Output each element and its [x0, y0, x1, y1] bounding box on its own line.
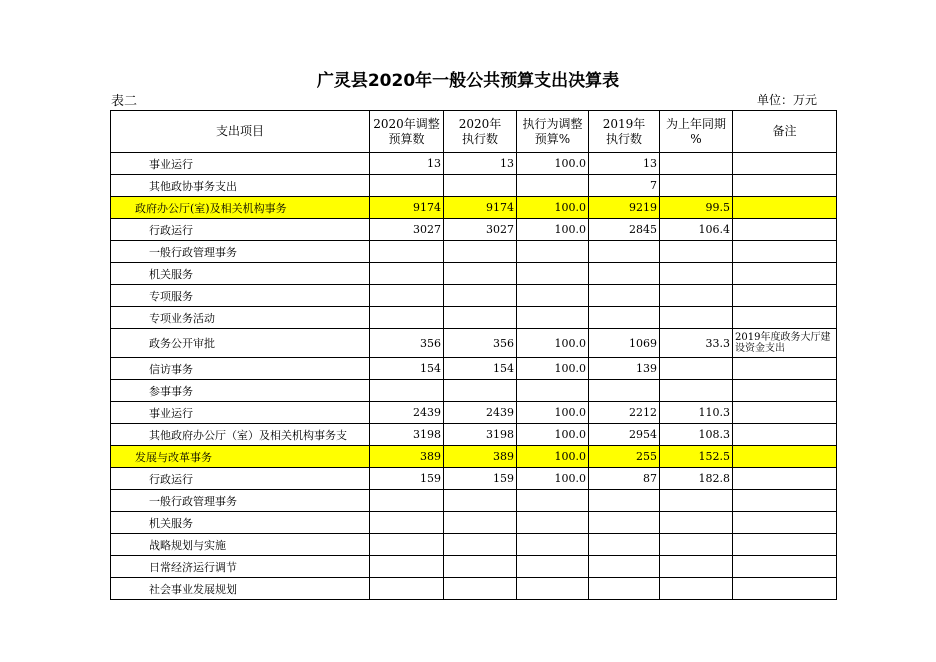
table-row [111, 263, 837, 285]
cell-yoy [660, 153, 733, 175]
cell-prev [589, 307, 660, 329]
cell-item: 其他政协事务支出 [111, 175, 370, 197]
cell-budget: 9174 [370, 197, 444, 219]
cell-note [733, 285, 837, 307]
cell-ratio: 100.0 [517, 153, 589, 175]
cell-budget: 154 [370, 358, 444, 380]
cell-budget [370, 512, 444, 534]
cell-ratio: 100.0 [517, 197, 589, 219]
cell-note [733, 512, 837, 534]
cell-yoy [660, 534, 733, 556]
cell-prev: 139 [589, 358, 660, 380]
cell-prev [589, 512, 660, 534]
table-row-highlighted [111, 197, 837, 219]
cell-ratio: 100.0 [517, 446, 589, 468]
table-row [111, 307, 837, 329]
header-yoy-line2: % [690, 131, 702, 146]
cell-item: 发展与改革事务 [111, 446, 370, 468]
cell-prev [589, 556, 660, 578]
cell-item: 其他政府办公厅（室）及相关机构事务支 [111, 424, 370, 446]
table-row [111, 578, 837, 600]
cell-note [733, 446, 837, 468]
cell-ratio [517, 241, 589, 263]
cell-note [733, 556, 837, 578]
cell-note [733, 424, 837, 446]
cell-ratio [517, 307, 589, 329]
table-row [111, 153, 837, 175]
cell-exec: 159 [444, 468, 517, 490]
cell-budget: 3027 [370, 219, 444, 241]
cell-exec [444, 175, 517, 197]
table-row [111, 468, 837, 490]
cell-budget: 389 [370, 446, 444, 468]
cell-prev: 1069 [589, 329, 660, 358]
cell-exec: 9174 [444, 197, 517, 219]
header-adjusted-budget-line2: 预算数 [388, 131, 425, 146]
header-execution-line2: 执行数 [461, 131, 498, 146]
cell-yoy: 108.3 [660, 424, 733, 446]
cell-exec [444, 285, 517, 307]
table-row [111, 175, 837, 197]
cell-exec [444, 512, 517, 534]
header-previous-year-line2: 执行数 [605, 131, 642, 146]
cell-ratio: 100.0 [517, 219, 589, 241]
table-row [111, 490, 837, 512]
cell-exec: 3198 [444, 424, 517, 446]
header-execution [444, 111, 517, 153]
document-title: 广灵县2020年一般公共预算支出决算表 [316, 71, 620, 91]
header-yoy [660, 111, 733, 153]
cell-exec: 154 [444, 358, 517, 380]
cell-ratio [517, 175, 589, 197]
cell-exec: 3027 [444, 219, 517, 241]
cell-budget: 13 [370, 153, 444, 175]
cell-prev: 2954 [589, 424, 660, 446]
cell-note [733, 490, 837, 512]
cell-prev [589, 578, 660, 600]
cell-item: 社会事业发展规划 [111, 578, 370, 600]
cell-exec [444, 380, 517, 402]
cell-ratio: 100.0 [517, 329, 589, 358]
table-row [111, 380, 837, 402]
cell-budget [370, 556, 444, 578]
cell-exec [444, 241, 517, 263]
cell-exec: 356 [444, 329, 517, 358]
cell-yoy [660, 490, 733, 512]
cell-yoy [660, 556, 733, 578]
cell-budget [370, 380, 444, 402]
cell-item: 政务公开审批 [111, 329, 370, 358]
cell-exec [444, 578, 517, 600]
cell-note [733, 197, 837, 219]
cell-ratio [517, 556, 589, 578]
cell-ratio: 100.0 [517, 402, 589, 424]
cell-item: 一般行政管理事务 [111, 490, 370, 512]
table-row [111, 219, 837, 241]
cell-ratio [517, 512, 589, 534]
cell-ratio: 100.0 [517, 358, 589, 380]
cell-prev [589, 380, 660, 402]
cell-note [733, 380, 837, 402]
cell-note [733, 307, 837, 329]
cell-yoy [660, 512, 733, 534]
cell-note [733, 263, 837, 285]
cell-item: 参事事务 [111, 380, 370, 402]
cell-budget [370, 175, 444, 197]
cell-note [733, 241, 837, 263]
cell-yoy: 33.3 [660, 329, 733, 358]
cell-note [733, 153, 837, 175]
cell-budget [370, 307, 444, 329]
cell-budget [370, 534, 444, 556]
cell-note [733, 468, 837, 490]
header-item: 支出项目 [111, 111, 370, 153]
cell-budget [370, 241, 444, 263]
cell-ratio [517, 285, 589, 307]
cell-exec: 2439 [444, 402, 517, 424]
cell-ratio: 100.0 [517, 468, 589, 490]
cell-note [733, 402, 837, 424]
budget-table [110, 110, 837, 600]
cell-item: 机关服务 [111, 263, 370, 285]
header-ratio-line2: 预算% [534, 131, 571, 146]
table-row [111, 424, 837, 446]
cell-note [733, 358, 837, 380]
cell-item: 事业运行 [111, 153, 370, 175]
cell-item: 一般行政管理事务 [111, 241, 370, 263]
cell-budget: 159 [370, 468, 444, 490]
cell-exec [444, 263, 517, 285]
cell-note [733, 219, 837, 241]
cell-item: 行政运行 [111, 468, 370, 490]
cell-item: 事业运行 [111, 402, 370, 424]
header-note: 备注 [733, 111, 837, 153]
cell-note: 2019年度政务大厅建设资金支出 [733, 329, 837, 358]
cell-prev [589, 241, 660, 263]
cell-item: 专项服务 [111, 285, 370, 307]
cell-prev [589, 534, 660, 556]
cell-yoy [660, 285, 733, 307]
cell-yoy [660, 241, 733, 263]
cell-prev: 87 [589, 468, 660, 490]
cell-ratio [517, 534, 589, 556]
cell-yoy: 106.4 [660, 219, 733, 241]
cell-budget [370, 578, 444, 600]
header-previous-year [589, 111, 660, 153]
cell-ratio [517, 263, 589, 285]
cell-yoy [660, 175, 733, 197]
cell-prev: 9219 [589, 197, 660, 219]
cell-yoy: 110.3 [660, 402, 733, 424]
header-ratio [517, 111, 589, 153]
cell-exec [444, 490, 517, 512]
table-header-row [111, 111, 837, 153]
cell-prev: 13 [589, 153, 660, 175]
cell-prev [589, 285, 660, 307]
table-id-label: 表二 [111, 94, 138, 109]
cell-note [733, 175, 837, 197]
cell-yoy [660, 380, 733, 402]
cell-item: 信访事务 [111, 358, 370, 380]
cell-yoy: 99.5 [660, 197, 733, 219]
cell-prev: 2212 [589, 402, 660, 424]
cell-ratio [517, 490, 589, 512]
table-row [111, 512, 837, 534]
cell-ratio [517, 380, 589, 402]
cell-prev: 7 [589, 175, 660, 197]
cell-note [733, 534, 837, 556]
cell-item: 行政运行 [111, 219, 370, 241]
unit-label: 单位：万元 [757, 93, 818, 107]
cell-exec [444, 556, 517, 578]
cell-budget [370, 285, 444, 307]
cell-budget [370, 490, 444, 512]
cell-budget [370, 263, 444, 285]
table-row [111, 358, 837, 380]
cell-item: 战略规划与实施 [111, 534, 370, 556]
cell-item: 机关服务 [111, 512, 370, 534]
table-row [111, 556, 837, 578]
cell-exec [444, 307, 517, 329]
cell-exec: 389 [444, 446, 517, 468]
table-row [111, 285, 837, 307]
header-yoy-line1: 为上年同期 [665, 116, 726, 131]
cell-prev: 2845 [589, 219, 660, 241]
header-execution-line1: 2020年 [458, 116, 502, 131]
cell-yoy [660, 578, 733, 600]
cell-ratio: 100.0 [517, 424, 589, 446]
cell-budget: 2439 [370, 402, 444, 424]
header-ratio-line1: 执行为调整 [522, 116, 583, 131]
cell-yoy [660, 263, 733, 285]
cell-budget: 356 [370, 329, 444, 358]
header-adjusted-budget-line1: 2020年调整 [373, 116, 440, 131]
cell-yoy [660, 358, 733, 380]
header-adjusted-budget [370, 111, 444, 153]
table-row [111, 329, 837, 358]
cell-yoy: 182.8 [660, 468, 733, 490]
cell-budget: 3198 [370, 424, 444, 446]
table-row-highlighted [111, 446, 837, 468]
cell-prev [589, 263, 660, 285]
cell-item: 政府办公厅(室)及相关机构事务 [111, 197, 370, 219]
cell-prev [589, 490, 660, 512]
cell-exec: 13 [444, 153, 517, 175]
cell-yoy [660, 307, 733, 329]
cell-prev: 255 [589, 446, 660, 468]
table-row [111, 534, 837, 556]
cell-yoy: 152.5 [660, 446, 733, 468]
table-row [111, 241, 837, 263]
cell-exec [444, 534, 517, 556]
header-previous-year-line1: 2019年 [602, 116, 646, 131]
cell-ratio [517, 578, 589, 600]
table-row [111, 402, 837, 424]
cell-item: 专项业务活动 [111, 307, 370, 329]
cell-item: 日常经济运行调节 [111, 556, 370, 578]
cell-note [733, 578, 837, 600]
